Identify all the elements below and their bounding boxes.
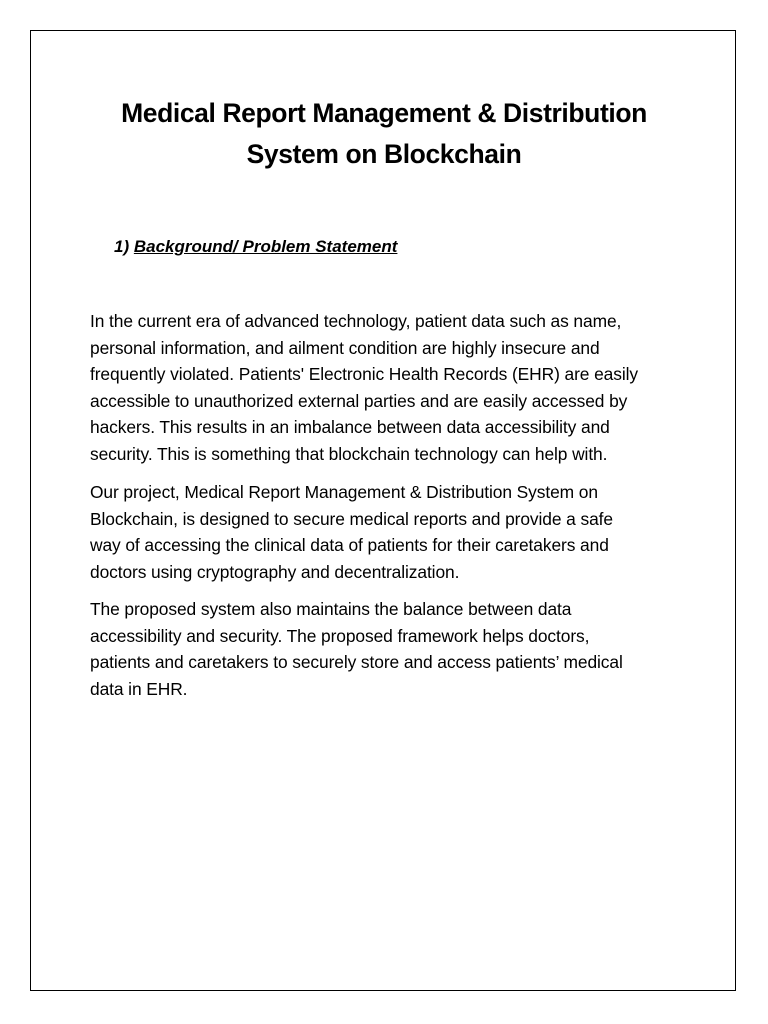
paragraph-line: personal information, and ailment condition are highly insecure and — [90, 337, 600, 358]
paragraph-line: The proposed system also maintains the balance between data — [90, 599, 572, 619]
paragraph-line: patients and caretakers to securely store and access patients’ medical — [90, 652, 623, 672]
section-heading — [114, 235, 397, 259]
paragraph-line: accessibility and security. The proposed framework helps doctors, — [90, 625, 590, 646]
paragraph-line: In the current era of advanced technology, patient data such as name, — [90, 311, 622, 331]
paragraph-line: accessible to unauthorized external parties and are easily accessed by — [90, 390, 628, 411]
paragraph-line: way of accessing the clinical data of patients for their caretakers and — [90, 535, 609, 555]
paragraph-line: security. This is something that blockchain technology can help with. — [90, 443, 608, 464]
section-number: 1) — [114, 237, 130, 256]
body-paragraph-2 — [90, 479, 690, 585]
section-heading-text: Background/ Problem Statement — [133, 237, 398, 256]
document-title-line-2: System on Blockchain — [246, 139, 522, 169]
body-paragraph-1 — [90, 308, 690, 467]
paragraph-line: data in EHR. — [90, 678, 188, 699]
document-title-line-1: Medical Report Management & Distribution — [121, 98, 647, 128]
paragraph-line: doctors using cryptography and decentralization. — [90, 561, 460, 582]
paragraph-line: hackers. This results in an imbalance between data accessibility and — [90, 417, 610, 437]
document-title — [60, 93, 708, 175]
paragraph-line: Blockchain, is designed to secure medical reports and provide a safe — [90, 508, 613, 529]
body-paragraph-3 — [90, 596, 690, 702]
paragraph-line: frequently violated. Patients' Electronic Health Records (EHR) are easily — [90, 364, 638, 384]
paragraph-line: Our project, Medical Report Management & Distribution System on — [90, 482, 598, 502]
